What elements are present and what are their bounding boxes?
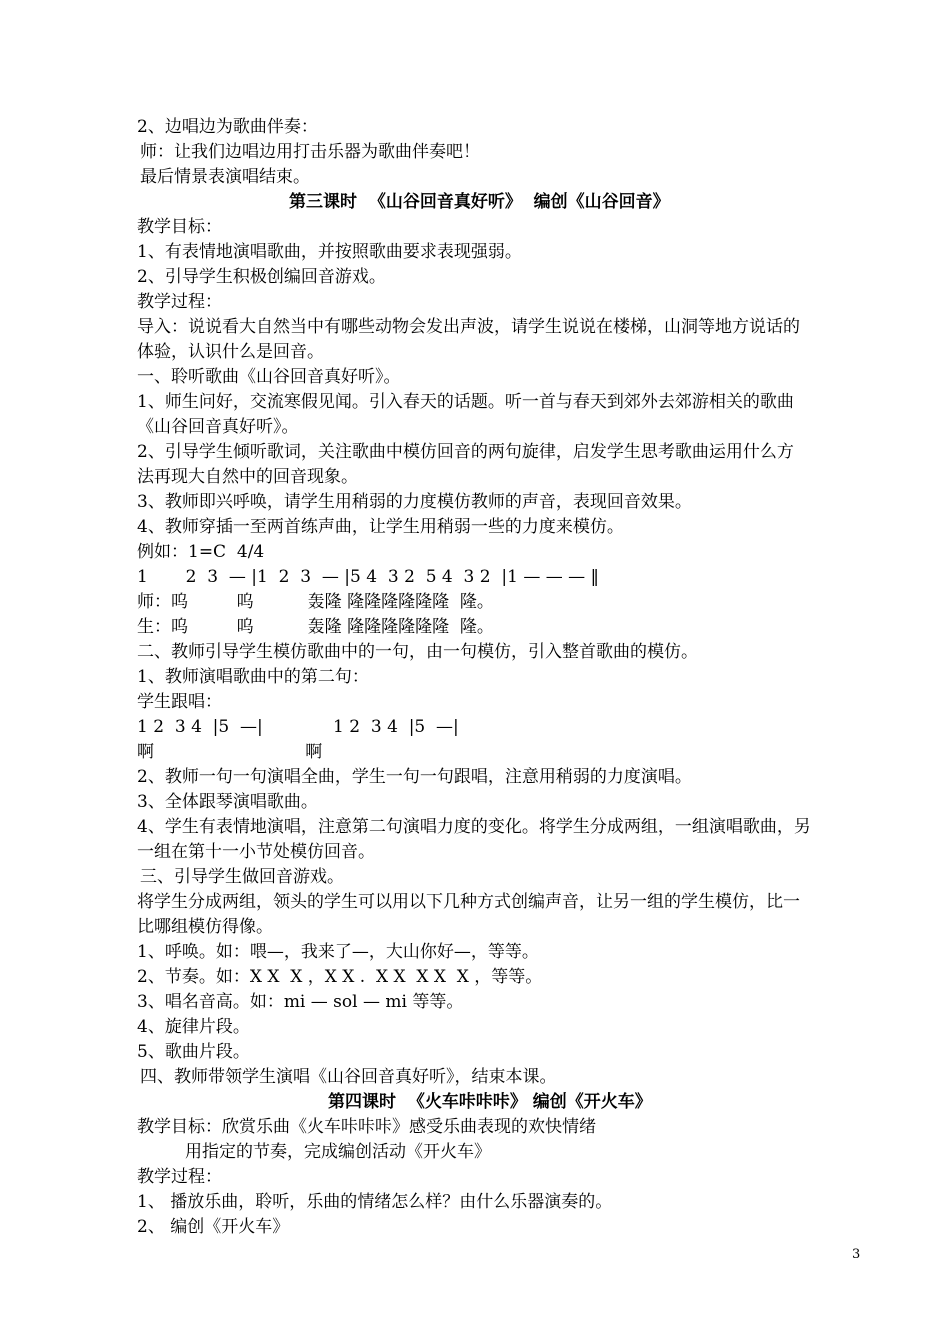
text-line: 3、唱名音高。如：mi — sol — mi 等等。 (137, 992, 464, 1012)
text-line: 2、边唱边为歌曲伴奏： (137, 117, 318, 137)
text-line: 教学过程： (137, 1167, 222, 1187)
text-line: 教学目标：欣赏乐曲《火车咔咔咔》感受乐曲表现的欢快情绪 (137, 1117, 596, 1137)
text-line: 1、呼唤。如：喂—，我来了—，大山你好—，等等。 (137, 942, 539, 962)
text-line: 比哪组模仿得像。 (137, 917, 273, 937)
text-line: 1、教师演唱歌曲中的第二句： (137, 667, 369, 687)
text-line: 用指定的节奏，完成编创活动《开火车》 (185, 1142, 491, 1162)
text-line: 3、全体跟琴演唱歌曲。 (137, 792, 318, 812)
text-line: 2、引导学生积极创编回音游戏。 (137, 267, 386, 287)
text-line: 师：让我们边唱边用打击乐器为歌曲伴奏吧！ (140, 142, 480, 162)
text-line: 一、聆听歌曲《山谷回音真好听》。 (137, 367, 401, 387)
lyric-line: 师：呜 呜 轰隆 隆隆隆隆隆隆 隆。 (137, 592, 494, 612)
text-line: 将学生分成两组，领头的学生可以用以下几种方式创编声音，让另一组的学生模仿，比一 (137, 892, 800, 912)
text-line: 1、师生问好，交流寒假见闻。引入春天的话题。听一首与春天到郊外去郊游相关的歌曲 (137, 392, 794, 412)
text-line: 1、有表情地演唱歌曲，并按照歌曲要求表现强弱。 (137, 242, 522, 262)
text-line: 3、教师即兴呼唤，请学生用稍弱的力度模仿教师的声音，表现回音效果。 (137, 492, 692, 512)
lyric-line: 啊 啊 (137, 742, 323, 762)
text-line: 5、歌曲片段。 (137, 1042, 250, 1062)
text-line: 2、教师一句一句演唱全曲，学生一句一句跟唱，注意用稍弱的力度演唱。 (137, 767, 692, 787)
text-line: 4、学生有表情地演唱，注意第二句演唱力度的变化。将学生分成两组，一组演唱歌曲，另 (137, 817, 811, 837)
text-line: 1、 播放乐曲，聆听，乐曲的情绪怎么样？由什么乐器演奏的。 (137, 1192, 613, 1212)
notation-line: 1 2 3 — |1 2 3 — |5 4 3 2 5 4 3 2 |1 — — — ‖ (137, 567, 600, 587)
lesson-3-heading: 第三课时 《山谷回音真好听》 编创《山谷回音》 (289, 192, 670, 212)
text-line: 最后情景表演唱结束。 (140, 167, 310, 187)
text-line: 四、教师带领学生演唱《山谷回音真好听》，结束本课。 (140, 1067, 557, 1087)
text-line: 教学目标： (137, 217, 222, 237)
text-line: 《山谷回音真好听》。 (137, 417, 299, 437)
text-line: 法再现大自然中的回音现象。 (137, 467, 358, 487)
text-line: 三、引导学生做回音游戏。 (140, 867, 344, 887)
text-line: 2、节奏。如：X X X ，X X . X X X X X ，等等。 (137, 967, 543, 987)
lyric-line: 生：呜 呜 轰隆 隆隆隆隆隆隆 隆。 (137, 617, 494, 637)
text-line: 二、教师引导学生模仿歌曲中的一句，由一句模仿，引入整首歌曲的模仿。 (137, 642, 698, 662)
text-line: 4、教师穿插一至两首练声曲，让学生用稍弱一些的力度来模仿。 (137, 517, 624, 537)
text-line: 2、引导学生倾听歌词，关注歌曲中模仿回音的两句旋律，启发学生思考歌曲运用什么方 (137, 442, 794, 462)
notation-line: 1 2 3 4 |5 —| 1 2 3 4 |5 —| (137, 717, 459, 737)
text-line: 2、 编创《开火车》 (137, 1217, 290, 1237)
lesson-4-heading: 第四课时 《火车咔咔咔》 编创《开火车》 (328, 1092, 652, 1112)
text-line: 体验，认识什么是回音。 (137, 342, 324, 362)
text-line: 一组在第十一小节处模仿回音。 (137, 842, 375, 862)
text-line: 导入：说说看大自然当中有哪些动物会发出声波，请学生说说在楼梯，山洞等地方说话的 (137, 317, 800, 337)
text-line: 例如：1=C 4/4 (137, 542, 265, 562)
text-line: 教学过程： (137, 292, 222, 312)
page-number: 3 (852, 1247, 861, 1262)
text-line: 学生跟唱： (137, 692, 222, 712)
text-line: 4、旋律片段。 (137, 1017, 250, 1037)
